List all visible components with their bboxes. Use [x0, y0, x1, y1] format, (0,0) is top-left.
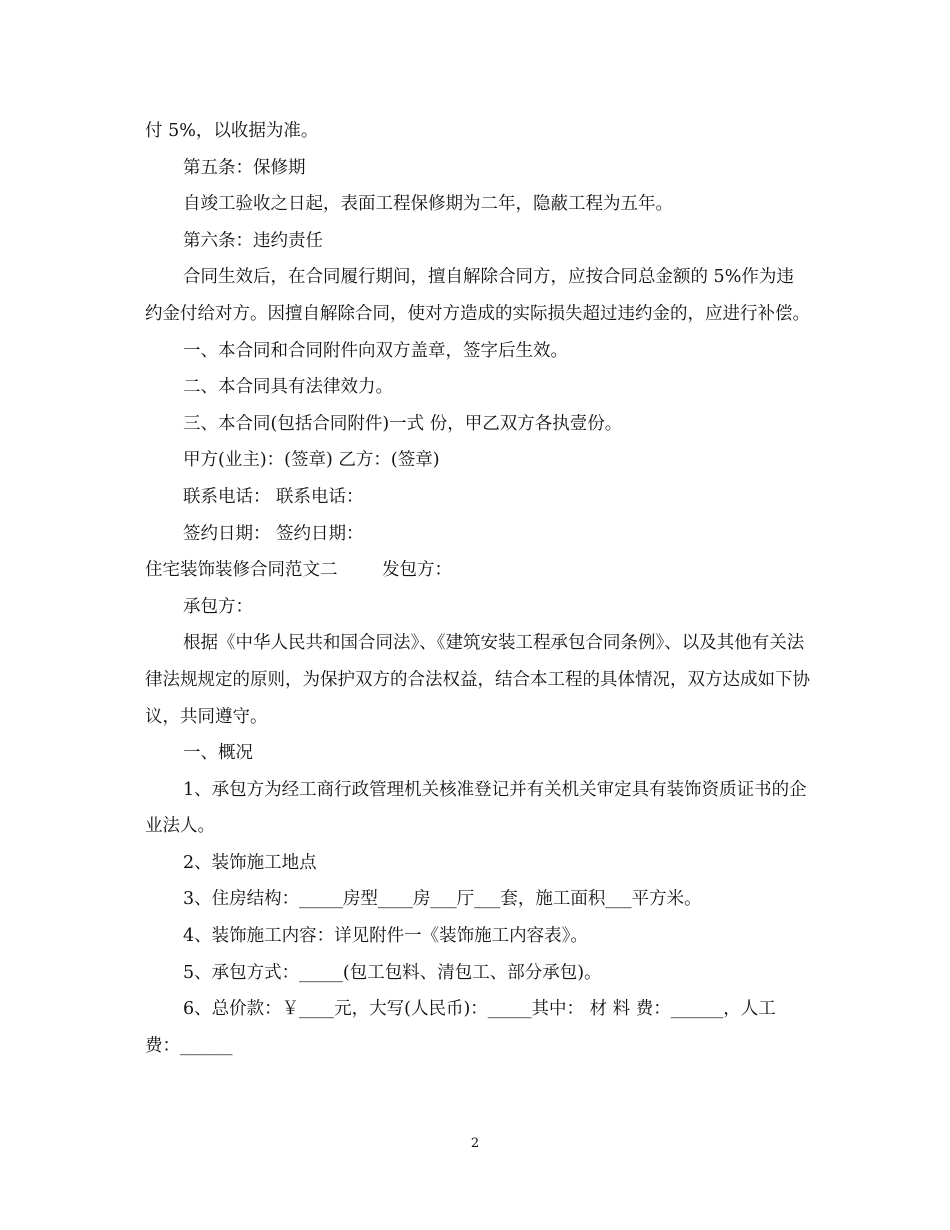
paragraph: 2、装饰施工地点	[183, 852, 317, 873]
paragraph: 联系电话： 联系电话：	[183, 486, 364, 507]
paragraph: 6、总价款：￥____元，大写(人民币)：_____其中： 材 料 费：______，人工费：______	[145, 999, 776, 1056]
paragraph: 签约日期： 签约日期：	[183, 523, 364, 544]
paragraph: 合同生效后，在合同履行期间，擅自解除合同方，应按合同总金额的 5%作为违约金付给对方。因擅自解除合同，使对方造成的实际损失超过违约金的，应进行补偿。	[145, 267, 810, 324]
section-heading: 住宅装饰装修合同范文二 发包方：	[145, 560, 453, 581]
paragraph: 3、住房结构：_____房型____房___厅___套，施工面积___平方米。	[183, 889, 702, 910]
paragraph: 付 5%，以收据为准。	[145, 121, 319, 141]
paragraph: 一、概况	[183, 743, 253, 764]
paragraph: 一、本合同和合同附件向双方盖章，签字后生效。	[183, 340, 568, 361]
paragraph: 5、承包方式：_____(包工包料、清包工、部分承包)。	[183, 962, 602, 983]
paragraph: 甲方(业主)：(签章) 乙方：(签章)	[183, 450, 440, 471]
paragraph: 根据《中华人民共和国合同法》、《建筑安装工程承包合同条例》、以及其他有关法律法规规定的原则，为保护双方的合法权益，结合本工程的具体情况，双方达成如下协议，共同遵守。	[145, 633, 810, 727]
paragraph: 第五条：保修期	[183, 157, 306, 178]
paragraph: 第六条：违约责任	[183, 230, 323, 251]
paragraph: 承包方：	[183, 596, 253, 617]
paragraph: 自竣工验收之日起，表面工程保修期为二年，隐蔽工程为五年。	[183, 194, 673, 215]
document-body	[145, 113, 810, 1064]
paragraph: 二、本合同具有法律效力。	[183, 377, 393, 398]
page-number: 2	[470, 1136, 480, 1151]
paragraph: 1、承包方为经工商行政管理机关核准登记并有关机关审定具有装饰资质证书的企业法人。	[145, 779, 807, 837]
paragraph: 4、装饰施工内容：详见附件一《装饰施工内容表》。	[183, 926, 588, 947]
paragraph: 三、本合同(包括合同附件)一式 份，甲乙双方各执壹份。	[183, 413, 623, 434]
